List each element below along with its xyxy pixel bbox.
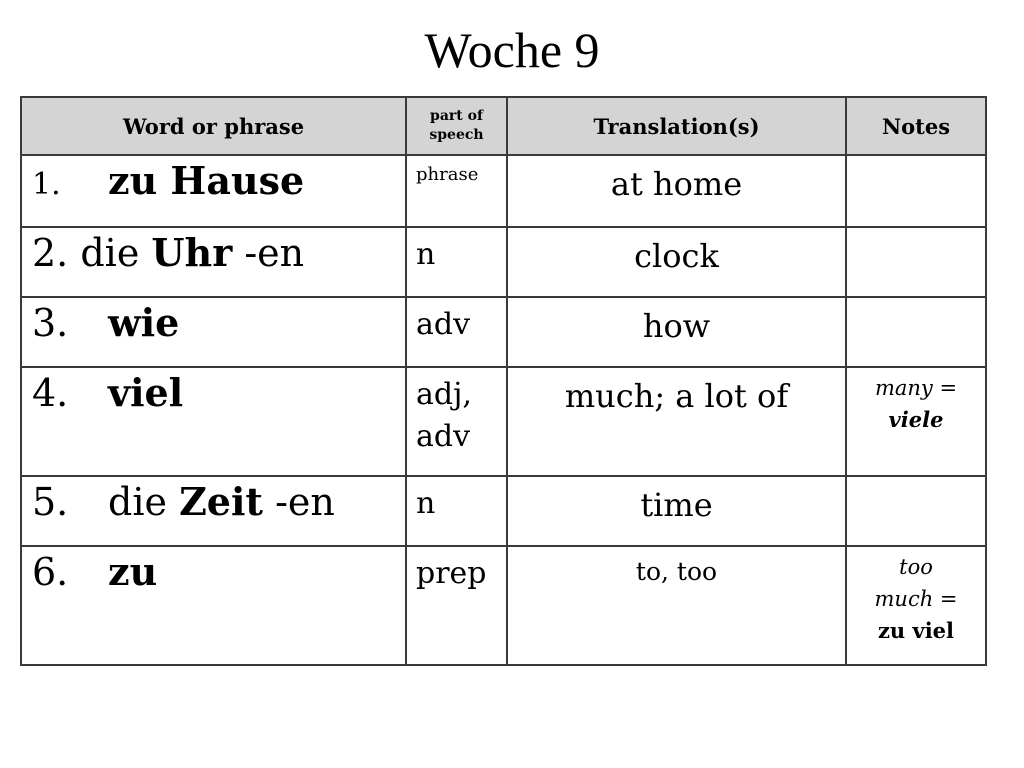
row-number: 2.	[32, 231, 69, 275]
table-row	[21, 227, 986, 297]
note-line1: many =	[874, 376, 958, 400]
header-pos-line1: part of	[430, 108, 483, 124]
notes-cell	[846, 227, 986, 297]
header-pos-line2: speech	[429, 127, 484, 143]
notes-cell	[846, 297, 986, 367]
pos-cell: n	[406, 476, 507, 546]
vocab-word: Uhr	[151, 230, 233, 275]
translation-cell: to, too	[507, 546, 846, 665]
word-cell	[21, 546, 406, 665]
word-cell	[21, 227, 406, 297]
pos-cell: prep	[406, 546, 507, 665]
notes-cell	[846, 476, 986, 546]
row-number: 4.	[32, 371, 69, 415]
notes-cell	[846, 155, 986, 227]
header-notes: Notes	[846, 97, 986, 155]
table-header-row	[21, 97, 986, 155]
pos-cell: adv	[406, 297, 507, 367]
pos-cell: n	[406, 227, 507, 297]
vocab-plural-suffix: -en	[275, 480, 335, 524]
vocab-article: die	[108, 480, 167, 524]
vocabulary-table	[20, 96, 987, 666]
header-part-of-speech	[406, 97, 507, 155]
vocab-word: zu	[108, 549, 158, 594]
translation-cell: much; a lot of	[507, 367, 846, 476]
vocab-plural-suffix: -en	[244, 231, 305, 275]
note-line2: viele	[888, 407, 944, 432]
notes-cell	[846, 546, 986, 665]
row-number: 6.	[32, 550, 69, 594]
pos-cell	[406, 367, 507, 476]
row-number: 1.	[32, 167, 61, 202]
row-number: 5.	[32, 480, 69, 524]
translation-cell: time	[507, 476, 846, 546]
vocab-word: Zeit	[179, 479, 263, 524]
header-translation: Translation(s)	[507, 97, 846, 155]
table-row	[21, 297, 986, 367]
vocab-word: wie	[108, 300, 180, 345]
note-line2: much =	[874, 587, 958, 611]
note-line1: too	[899, 555, 933, 579]
table-row	[21, 367, 986, 476]
table-row	[21, 546, 986, 665]
word-cell	[21, 367, 406, 476]
note-line3: zu viel	[877, 618, 955, 643]
notes-cell	[846, 367, 986, 476]
vocab-word: viel	[108, 370, 184, 415]
header-word: Word or phrase	[21, 97, 406, 155]
table-row	[21, 476, 986, 546]
word-cell	[21, 297, 406, 367]
translation-cell: at home	[507, 155, 846, 227]
pos-line1: adj,	[416, 377, 472, 412]
table-row	[21, 155, 986, 227]
pos-cell: phrase	[406, 155, 507, 227]
row-number: 3.	[32, 301, 69, 345]
word-cell	[21, 476, 406, 546]
translation-cell: clock	[507, 227, 846, 297]
word-cell	[21, 155, 406, 227]
vocab-article: die	[80, 231, 140, 275]
translation-cell: how	[507, 297, 846, 367]
pos-line2: adv	[416, 419, 471, 454]
page-title: Woche 9	[424, 22, 600, 78]
vocab-word: zu Hause	[108, 158, 305, 203]
